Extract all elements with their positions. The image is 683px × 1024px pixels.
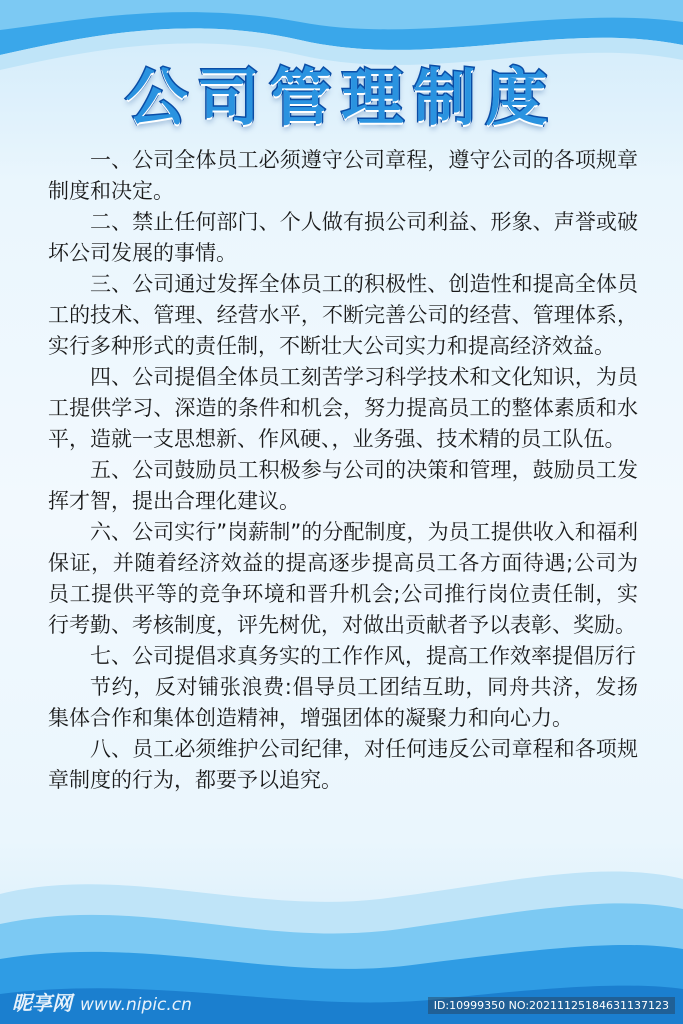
paragraph-7: 七、公司提倡求真务实的工作作风，提高工作效率提倡厉行 [90, 644, 636, 668]
paragraph-4: 四、公司提倡全体员工刻苦学习科学技术和文化知识，为员工提供学习、深造的条件和机会，努力提高员工的整体素质和水平，造就一支思想新、作风硬、，业务强、技术精的员工队伍。 [48, 365, 638, 451]
page-title: 公司管理制度 [125, 61, 558, 134]
paragraph-1: 一、公司全体员工必须遵守公司章程，遵守公司的各项规章制度和决定。 [48, 148, 638, 203]
paragraph-9: 八、员工必须维护公司纪律，对任何违反公司章程和各项规章制度的行为，都要予以追究。 [48, 737, 638, 792]
paragraph-8: 节约，反对铺张浪费:倡导员工团结互助，同舟共济，发扬集体合作和集体创造精神，增强团体的凝聚力和向心力。 [48, 675, 638, 730]
watermark [12, 987, 192, 1016]
watermark-brand: 昵享网 [12, 991, 72, 1015]
paragraph-2: 二、禁止任何部门、个人做有损公司利益、形象、声誉或破坏公司发展的事情。 [48, 210, 638, 265]
paragraph-3: 三、公司通过发挥全体员工的积极性、创造性和提高全体员工的技术、管理、经营水平，不断完善公司的经营、管理体系，实行多种形式的责任制，不断壮大公司实力和提高经济效益。 [48, 272, 638, 358]
image-id-label: ID:10999350 NO:20211125184631137123 [428, 997, 675, 1014]
paragraph-5: 五、公司鼓励员工积极参与公司的决策和管理，鼓励员工发挥才智，提出合理化建议。 [48, 458, 638, 513]
paragraph-6: 六、公司实行”岗薪制”的分配制度，为员工提供收入和福利保证，并随着经济效益的提高逐步提高员工各方面待遇;公司为员工提供平等的竞争环境和晋升机会;公司推行岗位责任制，实行考勤、考核制度，评先树优，对做出贡献者予以表彰、奖励。 [48, 520, 638, 637]
regulation-text [48, 145, 638, 796]
watermark-site: www.nipic.cn [80, 995, 192, 1015]
